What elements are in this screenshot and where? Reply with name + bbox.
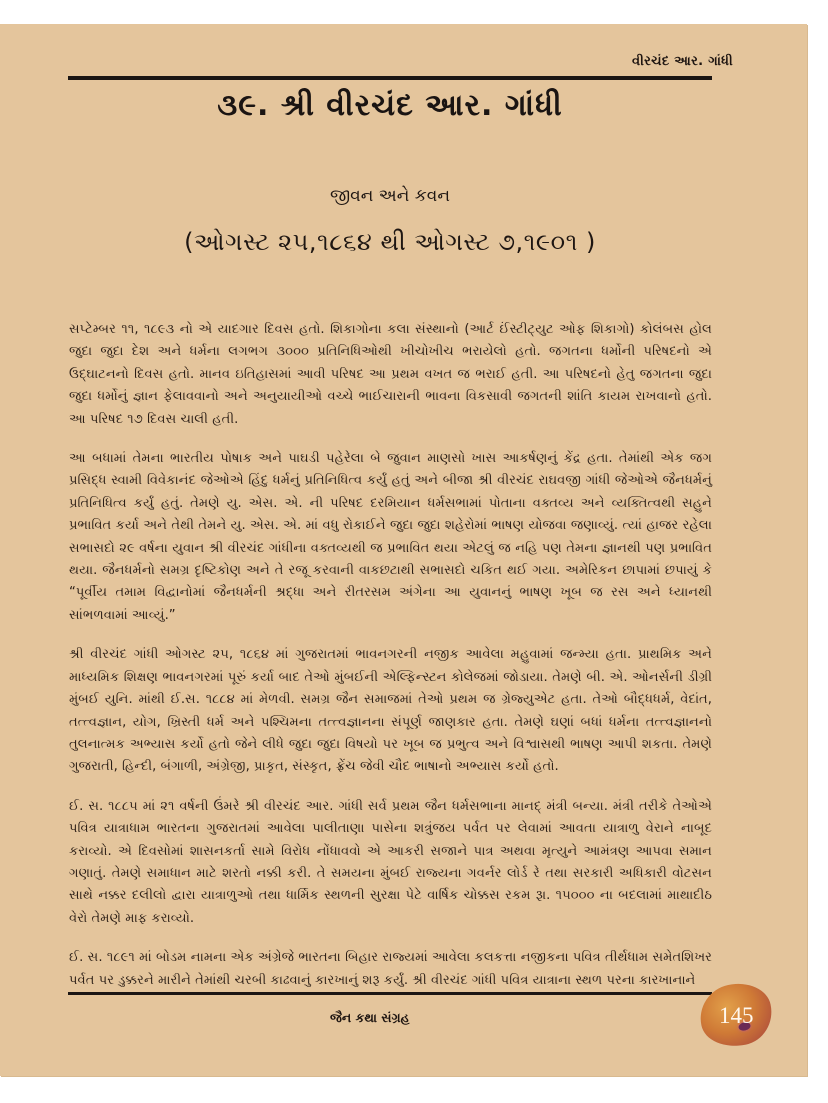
chapter-subtitle: જીવન અને કવન bbox=[329, 186, 451, 206]
paragraph: આ બધામાં તેમના ભારતીય પોષાક અને પાઘડી પહેરેલા બે જુવાન માણસો ખાસ આકર્ષણનું કેંદ્ર હતા. તેમાંથી એક જગ પ્રસિદ્ધ સ્વામી વિવેકાનંદ જેઓએ હિંદુ ધર્મનું પ્રતિનિધિત્વ કર્યું હતું અને બીજા શ્રી વીરચંદ રાઘવજી ગાંધી જેઓએ જૈનધર્મનું પ્રતિનિધિત્વ કર્યું હતું. તેમણે યુ. એસ. એ. ની પરિષદ દરમિયાન ધર્મસભામાં પોતાના વક્તવ્ય અને વ્યક્તિત્વથી સહુને પ્રભાવિત કર્યા અને તેથી તેમને યુ. એસ. એ. માં વધુ રોકાઈને જુદા જુદા શહેરોમાં ભાષણ યોજવા જણાવ્યું. ત્યાં હાજર રહેલા સભાસદો ૨૯ વર્ષના યુવાન શ્રી વીરચંદ ગાંધીના વક્તવ્યથી જ પ્રભાવિત થયા એટલું જ નહિ પણ તેમના જ્ઞાનથી પણ પ્રભાવિત થયા. જૈનધર્મનો સમગ્ર દૃષ્ટિકોણ અને તે રજૂ કરવાની વાકછટાથી સભાસદો ચકિત થઈ ગયા. અમેરિકન છાપામાં છપાયું કે “પૂર્વીય તમામ વિદ્વાનોમાં જૈનધર્મની શ્રદ્ધા અને રીતરસમ અંગેના આ યુવાનનું ભાષણ ખૂબ જ રસ અને ધ્યાનથી સાંભળવામાં આવ્યું.” bbox=[69, 451, 712, 623]
article-body bbox=[69, 319, 712, 992]
top-rule-divider bbox=[68, 76, 712, 80]
paragraph: ઈ. સ. ૧૮૯૧ માં બોડમ નામના એક અંગ્રેજે ભારતના બિહાર રાજ્યમાં આવેલા કલકત્તા નજીકના પવિત્ર તીર્થધામ સમેતશિખર પર્વત પર ડુક્કરને મારીને તેમાંથી ચરબી કાઢવાનું કારખાનું શરૂ કર્યું. શ્રી વીરચંદ ગાંધી પવિત્ર યાત્રાના સ્થળ પરના કારખાનાને bbox=[69, 950, 712, 988]
bottom-rule-divider bbox=[68, 992, 712, 995]
page-number: 145 bbox=[719, 1003, 754, 1028]
footer-book-title: જૈન કથા સંગ્રહ bbox=[330, 1010, 410, 1025]
running-head: વીરચંદ આર. ગાંધી bbox=[632, 54, 733, 69]
paragraph: શ્રી વીરચંદ ગાંધી ઓગસ્ટ ૨૫, ૧૮૬૪ માં ગુજરાતમાં ભાવનગરની નજીક આવેલા મહુવામાં જન્મ્યા હતા. પ્રાથમિક અને માધ્યમિક શિક્ષણ ભાવનગરમાં પૂરું કર્યા બાદ તેઓ મુંબઈની એલ્ફિન્સ્ટન કોલેજમાં જોડાયા. તેમણે બી. એ. ઓનર્સની ડીગ્રી મુંબઈ યુનિ. માંથી ઈ.સ. ૧૮૮૪ માં મેળવી. સમગ્ર જૈન સમાજમાં તેઓ પ્રથમ જ ગ્રેજ્યુએટ હતા. તેઓ બૌદ્ધધર્મ, વેદાંત, તત્ત્વજ્ઞાન, યોગ, ખ્રિસ્તી ધર્મ અને પશ્ચિમના તત્ત્વજ્ઞાનના સંપૂર્ણ જાણકાર હતા. તેમણે ઘણાં બધાં ધર્મના તત્ત્વજ્ઞાનનો તુલનાત્મક અભ્યાસ કર્યો હતો જેને લીધે જુદા જુદા વિષયો પર ખૂબ જ પ્રભુત્વ અને વિશ્વાસથી ભાષણ આપી શકતા. તેમણે ગુજરાતી, હિન્દી, બંગાળી, અંગ્રેજી, પ્રાકૃત, સંસ્કૃત, ફ્રેંચ જેવી ચૌદ ભાષાનો અભ્યાસ કર્યો હતો. bbox=[69, 647, 712, 775]
paragraph: ઈ. સ. ૧૮૮૫ માં ૨૧ વર્ષની ઉંમરે શ્રી વીરચંદ આર. ગાંધી સર્વ પ્રથમ જૈન ધર્મસભાના માનદ્ મંત્રી બન્યા. મંત્રી તરીકે તેઓએ પવિત્ર યાત્રાધામ ભારતના ગુજરાતમાં આવેલા પાલીતાણા પાસેના શત્રુંજય પર્વત પર લેવામાં આવતા યાત્રાળુ વેરાને નાબૂદ કરાવ્યો. એ દિવસોમાં શાસનકર્તા સામે વિરોધ નોંધાવવો એ આકરી સજાને પાત્ર અથવા મૃત્યુને આમંત્રણ આપવા સમાન ગણાતું. તેમણે સમાધાન માટે શરતો નક્કી કરી. તે સમયના મુંબઈ રાજ્યના ગવર્નર લોર્ડ રે તથા સરકારી અધિકારી વોટસન સાથે નક્કર દલીલો દ્વારા યાત્રાળુઓ તથા ધાર્મિક સ્થળની સુરક્ષા પેટે વાર્ષિક ચોક્કસ રકમ રૂા. ૧૫૦૦૦ ના બદલામાં માથાદીઠ વેરો તેમણે માફ કરાવ્યો. bbox=[69, 798, 712, 926]
chapter-title: ૩૯. શ્રી વીરચંદ આર. ગાંધી bbox=[217, 88, 563, 123]
life-dates: (ઓગસ્ટ ૨૫,૧૮૬૪ થી ઓગસ્ટ ૭,૧૯૦૧ ) bbox=[184, 228, 596, 256]
paragraph: સપ્ટેમ્બર ૧૧, ૧૮૯૩ નો એ યાદગાર દિવસ હતો. શિકાગોના કલા સંસ્થાનો (આર્ટ ઈંસ્ટીટ્યુટ ઓફ શિકાગો) કોલંબસ હોલ જુદા જુદા દેશ અને ધર્મના લગભગ ૩૦૦૦ પ્રતિનિધિઓથી ખીચોખીચ ભરાયેલો હતો. જગતના ધર્મોની પરિષદનો એ ઉદ્ઘાટનનો દિવસ હતો. માનવ ઇતિહાસમાં આવી પરિષદ આ પ્રથમ વખત જ ભરાઈ હતી. આ પરિષદનો હેતુ જગતના જુદા જુદા ધર્મોનું જ્ઞાન ફેલાવવાનો અને અનુયાયીઓ વચ્ચે ભાઈચારાની ભાવના વિકસાવી જગતની શાંતિ કાયમ રાખવાનો હતો. આ પરિષદ ૧૭ દિવસ ચાલી હતી. bbox=[69, 322, 712, 427]
